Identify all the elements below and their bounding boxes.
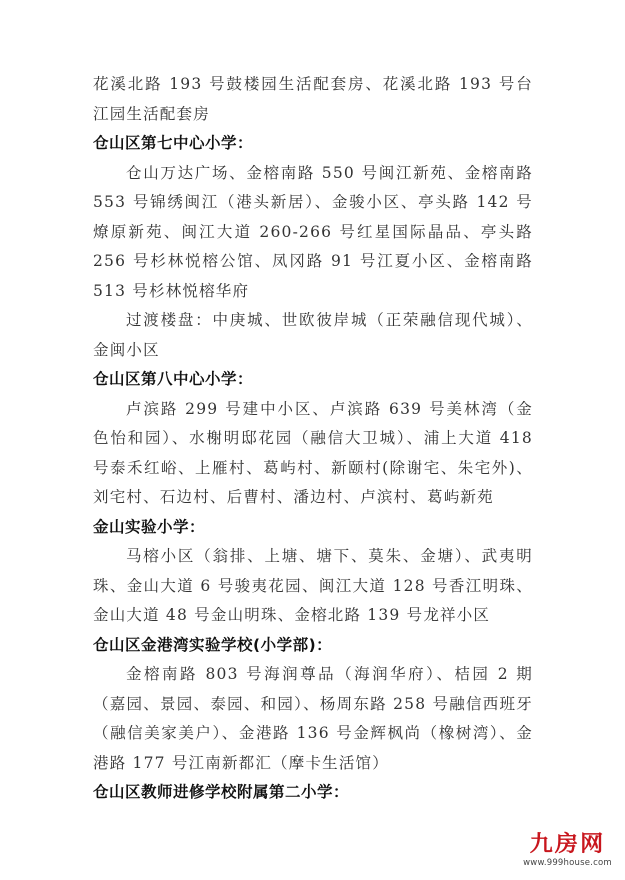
paragraph-jinshan-district: 马榕小区（翁排、上塘、塘下、莫朱、金塘）、武夷明珠、金山大道 6 号骏夷花园、闽江大道 128 号香江明珠、金山大道 48 号金山明珠、金榕北路 139 号龙祥小区 xyxy=(93,547,533,624)
document-content xyxy=(93,70,533,808)
heading-school-7th-center: 仓山区第七中心小学： xyxy=(93,134,254,152)
heading-school-8th-center: 仓山区第八中心小学： xyxy=(93,370,254,388)
paragraph-school-8th-district: 卢滨路 299 号建中小区、卢滨路 639 号美林湾（金色怡和园）、水榭明邸花园（融信大卫城）、浦上大道 418 号泰禾红峪、上雁村、葛屿村、新颐村(除谢宅、朱宅外)、刘宅村、石边村、后曹村、潘边村、卢滨村、葛屿新苑 xyxy=(93,399,533,506)
heading-teacher-training-second: 仓山区教师进修学校附属第二小学： xyxy=(93,783,350,801)
heading-jinshan-experimental: 金山实验小学： xyxy=(93,517,206,536)
paragraph-huaxi-housing: 花溪北路 193 号鼓楼园生活配套房、花溪北路 193 号台江园生活配套房 xyxy=(93,75,533,123)
watermark xyxy=(520,832,615,869)
watermark-url: www.999house.com xyxy=(523,858,612,868)
paragraph-school-7th-transition: 过渡楼盘：中庚城、世欧彼岸城（正荣融信现代城）、金闽小区 xyxy=(93,311,533,359)
paragraph-school-7th-district: 仓山万达广场、金榕南路 550 号闽江新苑、金榕南路 553 号锦绣闽江（港头新居）、金骏小区、亭头路 142 号燎原新苑、闽江大道 260-266 号红星国际晶品、亭头路 256 号杉林悦榕公馆、凤冈路 91 号江夏小区、金榕南路 513 号杉林悦榕华府 xyxy=(93,163,533,300)
heading-jingangwan-experimental: 仓山区金港湾实验学校(小学部)： xyxy=(93,635,333,654)
paragraph-jingangwan-district: 金榕南路 803 号海润尊品（海润华府）、桔园 2 期（嘉园、景园、泰园、和园）、杨周东路 258 号融信西班牙（融信美家美户）、金港路 136 号金辉枫尚（橡树湾）、金港路 177 号江南新都汇（摩卡生活馆） xyxy=(93,665,533,772)
watermark-logo: 九房网 xyxy=(529,832,606,857)
